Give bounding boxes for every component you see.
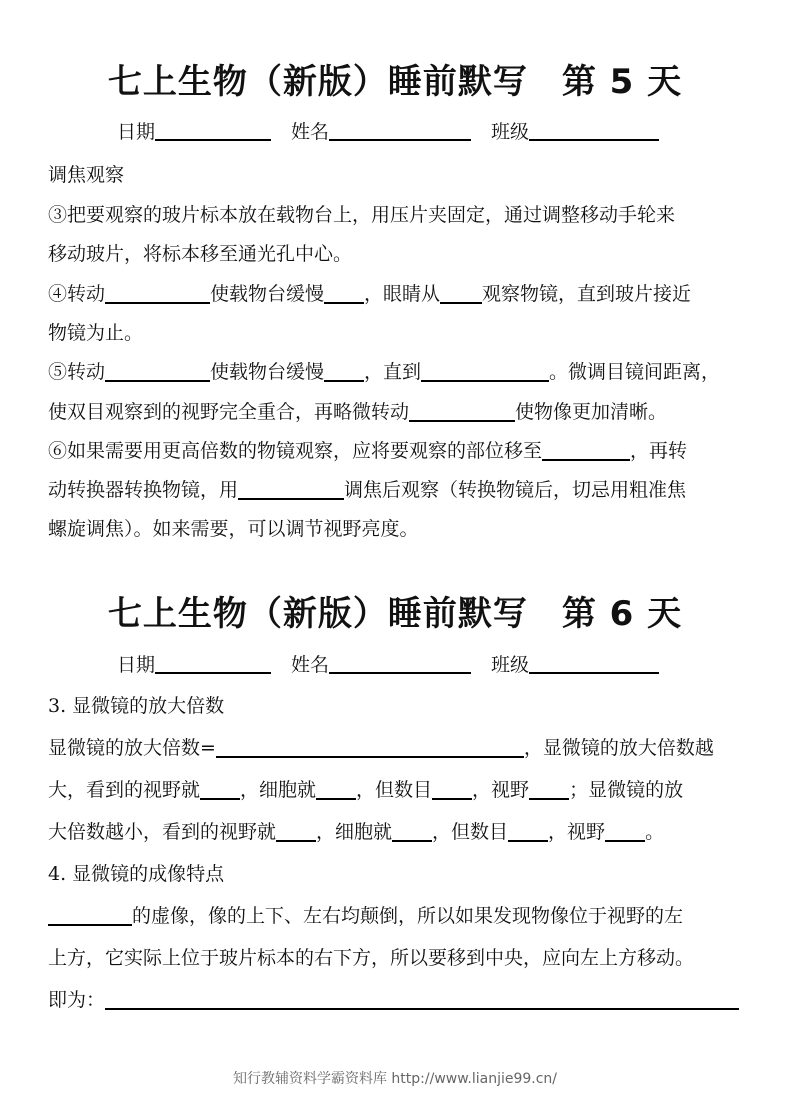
- day5-line-8: [48, 477, 748, 503]
- day5-line-6: [48, 399, 748, 425]
- line-text: ，但数目: [356, 779, 433, 801]
- line-text: ，细胞就: [240, 779, 317, 801]
- answer-blank[interactable]: [316, 778, 356, 800]
- name-blank[interactable]: [329, 652, 471, 674]
- answer-blank[interactable]: [542, 439, 630, 461]
- answer-blank[interactable]: [440, 282, 482, 304]
- line-text: ，眼睛从: [364, 283, 441, 305]
- line-text: 即为：: [48, 989, 106, 1011]
- answer-blank[interactable]: [529, 778, 569, 800]
- answer-blank[interactable]: [105, 282, 210, 304]
- footer-watermark: 知行教辅资料学霸资料库 http://www.lianjie99.cn/: [232, 1071, 558, 1087]
- line-text: 动转换器转换物镜，用: [48, 479, 239, 501]
- day6-line-6: [48, 987, 748, 1013]
- line-text: 使载物台缓慢: [210, 361, 325, 383]
- date-label: 日期: [117, 654, 156, 676]
- section-text: 3. 显微镜的放大倍数: [48, 695, 225, 717]
- day6-section-1: [48, 693, 748, 719]
- name-label: 姓名: [291, 654, 330, 676]
- answer-blank[interactable]: [216, 736, 524, 758]
- day5-meta-row: [117, 119, 659, 145]
- answer-blank[interactable]: [105, 988, 739, 1010]
- line-text: 大，看到的视野就: [48, 779, 201, 801]
- line-text: ，显微镜的放大倍数越: [523, 737, 714, 759]
- class-label: 班级: [491, 121, 530, 143]
- day5-line-9: [48, 516, 748, 542]
- answer-blank[interactable]: [605, 820, 645, 842]
- class-blank[interactable]: [529, 119, 659, 141]
- line-text: 移动玻片，将标本移至通光孔中心。: [48, 243, 353, 265]
- day6-line-1: [48, 735, 748, 761]
- answer-blank[interactable]: [105, 360, 210, 382]
- day6-meta-row: [117, 652, 659, 678]
- day5-title-text: 七上生物（新版）睡前默写: [107, 62, 528, 102]
- day5-line-4: [48, 320, 748, 346]
- answer-blank[interactable]: [200, 778, 240, 800]
- day5-line-3: [48, 281, 748, 307]
- line-text: ⑥如果需要用更高倍数的物镜观察，应将要观察的部位移至: [48, 440, 543, 462]
- line-text: 使物像更加清晰。: [515, 401, 668, 423]
- line-text: ，再转: [630, 440, 688, 462]
- line-text: ⑤转动: [48, 361, 106, 383]
- line-text: 。: [645, 821, 665, 843]
- class-blank[interactable]: [529, 652, 659, 674]
- line-text: 物镜为止。: [48, 322, 144, 344]
- line-text: ④转动: [48, 283, 106, 305]
- day6-line-4: [48, 903, 748, 929]
- line-text: 螺旋调焦）。如来需要，可以调节视野亮度。: [48, 518, 419, 540]
- date-label: 日期: [117, 121, 156, 143]
- line-text: ；显微镜的放: [569, 779, 684, 801]
- line-text: ，但数目: [432, 821, 509, 843]
- day6-line-2: [48, 777, 748, 803]
- day5-line-1: [48, 202, 748, 228]
- line-text: ，细胞就: [316, 821, 393, 843]
- line-text: ，视野: [472, 779, 530, 801]
- section-text: 调焦观察: [48, 164, 125, 186]
- section-text: 4. 显微镜的成像特点: [48, 863, 225, 885]
- line-text: 显微镜的放大倍数=: [48, 737, 216, 759]
- date-blank[interactable]: [155, 119, 271, 141]
- line-text: 观察物镜，直到玻片接近: [482, 283, 692, 305]
- answer-blank[interactable]: [508, 820, 548, 842]
- day6-title: [0, 594, 790, 634]
- day6-title-text: 七上生物（新版）睡前默写: [107, 594, 528, 634]
- day5-title: [0, 62, 790, 102]
- day5-line-2: [48, 241, 748, 267]
- line-text: ③把要观察的玻片标本放在载物台上，用压片夹固定，通过调整移动手轮来: [48, 204, 676, 226]
- name-label: 姓名: [291, 121, 330, 143]
- class-label: 班级: [491, 654, 530, 676]
- line-text: 的虚像，像的上下、左右均颠倒，所以如果发现物像位于视野的左: [132, 905, 684, 927]
- answer-blank[interactable]: [324, 360, 364, 382]
- name-blank[interactable]: [329, 119, 471, 141]
- day5-line-7: [48, 438, 748, 464]
- line-text: 调焦后观察（转换物镜后，切忌用粗准焦: [344, 479, 687, 501]
- line-text: ，直到: [364, 361, 422, 383]
- answer-blank[interactable]: [324, 282, 364, 304]
- line-text: 。微调目镜间距离，: [549, 361, 721, 383]
- day6-line-3: [48, 819, 748, 845]
- answer-blank[interactable]: [409, 400, 515, 422]
- line-text: ，视野: [548, 821, 606, 843]
- answer-blank[interactable]: [421, 360, 549, 382]
- line-text: 使载物台缓慢: [210, 283, 325, 305]
- day6-title-day: 第 6 天: [561, 594, 683, 634]
- day6-line-5: [48, 945, 748, 971]
- day6-section-2: [48, 861, 748, 887]
- day5-title-day: 第 5 天: [561, 62, 683, 102]
- answer-blank[interactable]: [392, 820, 432, 842]
- answer-blank[interactable]: [432, 778, 472, 800]
- date-blank[interactable]: [155, 652, 271, 674]
- day5-section-heading: [48, 162, 748, 188]
- line-text: 上方，它实际上位于玻片标本的右下方，所以要移到中央，应向左上方移动。: [48, 947, 695, 969]
- line-text: 大倍数越小，看到的视野就: [48, 821, 277, 843]
- line-text: 使双目观察到的视野完全重合，再略微转动: [48, 401, 410, 423]
- answer-blank[interactable]: [276, 820, 316, 842]
- answer-blank[interactable]: [238, 478, 344, 500]
- day5-line-5: [48, 359, 748, 385]
- answer-blank[interactable]: [48, 904, 132, 926]
